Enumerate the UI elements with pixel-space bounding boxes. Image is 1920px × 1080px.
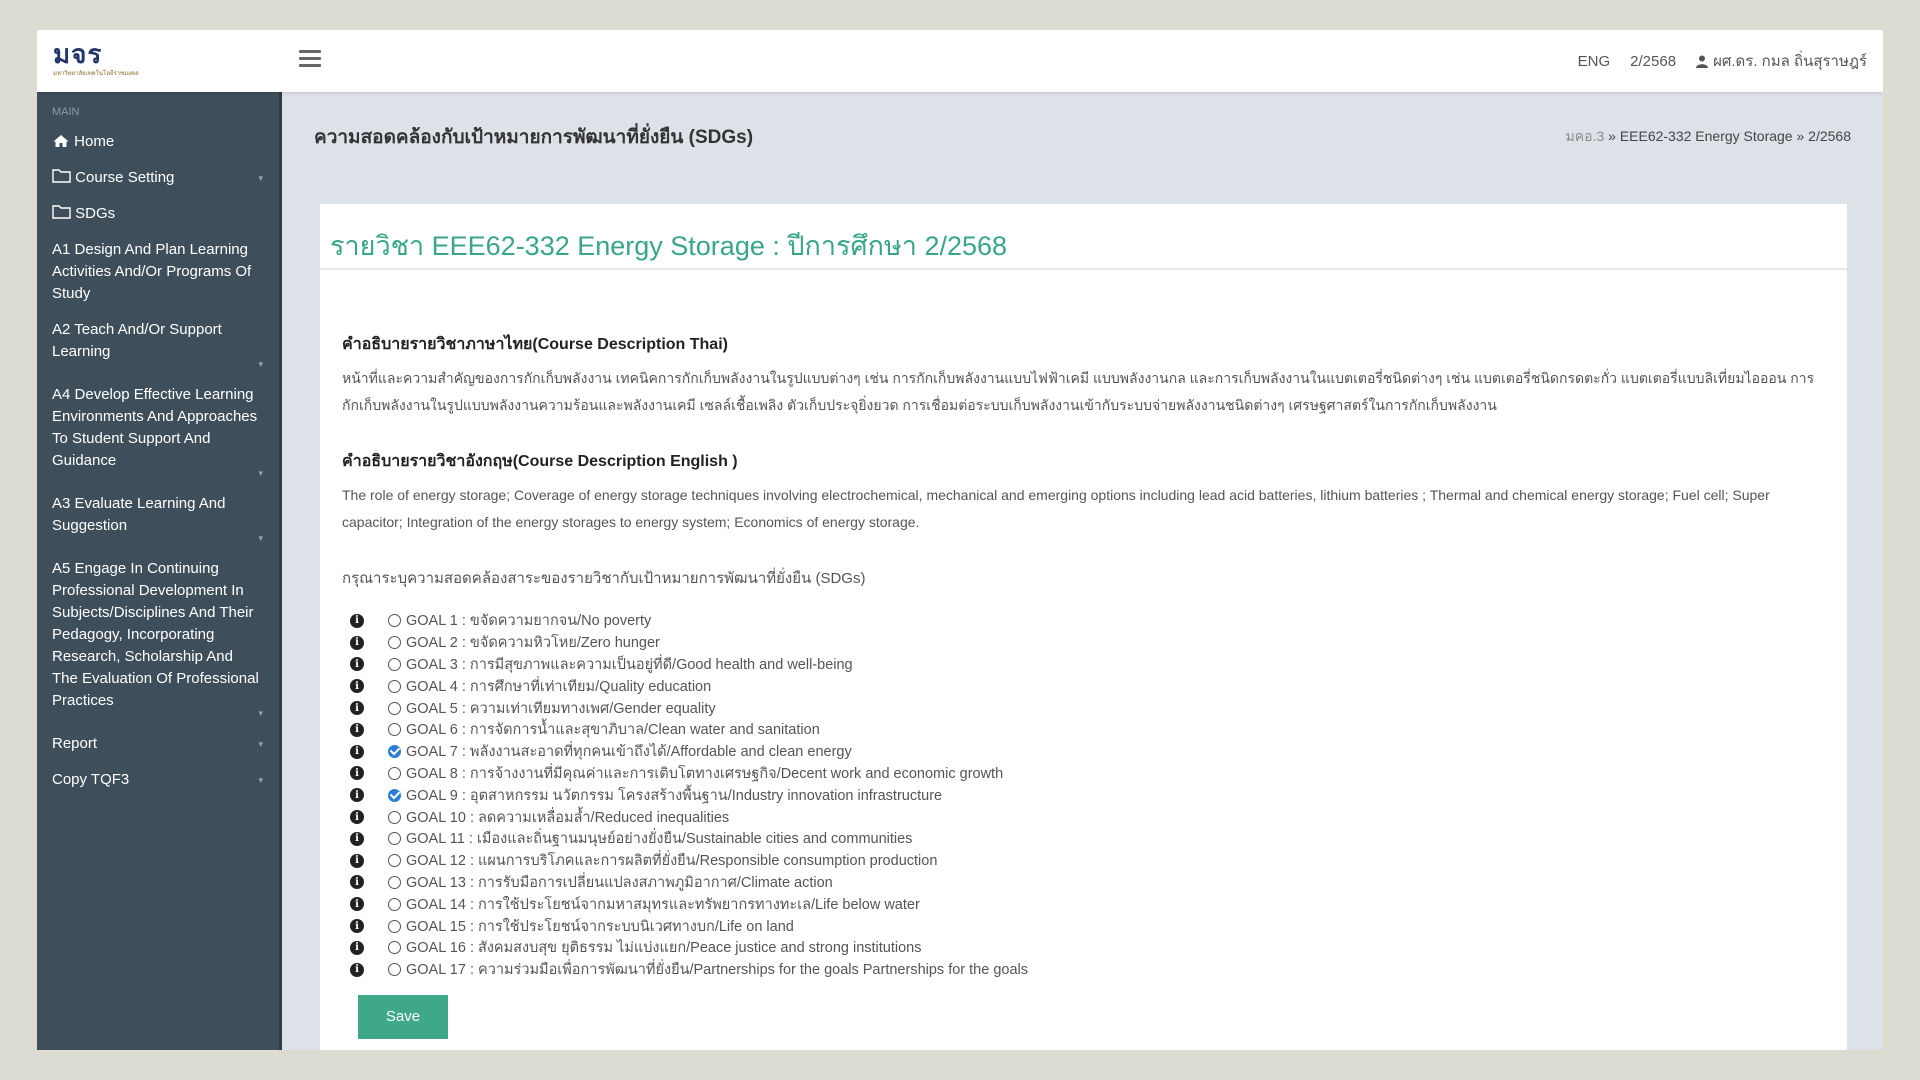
- user-menu[interactable]: [1696, 49, 1867, 73]
- top-bar: [37, 30, 1883, 92]
- info-icon[interactable]: i: [350, 963, 364, 977]
- thai-description-text: หน้าที่และความสำคัญของการกักเก็บพลังงาน เทคนิคการกักเก็บพลังงานในรูปแบบต่างๆ เช่น การกักเก็บพลังงานแบบไฟฟ้าเคมี แบบพลังงานกล และการเก็บพลังงานในแบตเตอรี่ชนิดต่างๆ เช่น แบตเตอรี่ชนิดกรดตะกั่ว แบตเตอรี่แบบลิเที่ยมไอออน การกักเก็บพลังงานในรูปแบบพลังงานความร้อนและพลังงานเคมี เซลล์เชื้อเพลิง ตัวเก็บประจุยิ่งยวด การเชื่อมต่อระบบเก็บพลังงานเข้ากับระบบจ่ายพลังงานชนิดต่างๆ เศรษฐศาสตร์ในการกักเก็บพลังงาน: [342, 370, 1815, 413]
- user-icon: [1696, 55, 1708, 68]
- sdg-goal-checkbox[interactable]: [388, 614, 401, 627]
- app-window: [37, 30, 1883, 1050]
- sdg-goal-label: GOAL 16 : สังคมสงบสุข ยุติธรรม ไม่แบ่งแยก/Peace justice and strong institutions: [406, 940, 922, 957]
- info-icon[interactable]: i: [350, 766, 364, 780]
- sdg-goal-label: GOAL 1 : ขจัดความยากจน/No poverty: [406, 613, 652, 630]
- thai-description-heading: คำอธิบายรายวิชาภาษาไทย(Course Description Thai): [342, 336, 728, 353]
- sidebar-item-a5[interactable]: [37, 551, 279, 726]
- sdg-goal-label: GOAL 15 : การใช้ประโยชน์จากระบบนิเวศทางบก/Life on land: [406, 918, 794, 935]
- sdg-goal-label: GOAL 12 : แผนการบริโภคและการผลิตที่ยั่งยืน/Responsible consumption production: [406, 853, 938, 870]
- sidebar-item-a4[interactable]: [37, 377, 279, 486]
- info-icon[interactable]: i: [350, 723, 364, 737]
- info-icon[interactable]: i: [350, 657, 364, 671]
- sdg-goal-row: [350, 937, 1825, 959]
- sdg-goal-checkbox[interactable]: [388, 789, 401, 802]
- chevron-down-icon: ▾: [258, 739, 263, 749]
- sdg-goal-label: GOAL 9 : อุตสาหกรรม นวัตกรรม โครงสร้างพื้นฐาน/Industry innovation infrastructure: [406, 787, 943, 804]
- breadcrumb-item[interactable]: มคอ.3: [1565, 128, 1605, 144]
- info-icon[interactable]: i: [350, 919, 364, 933]
- info-icon[interactable]: i: [350, 832, 364, 846]
- sdg-goal-label: GOAL 10 : ลดความเหลื่อมล้ำ/Reduced inequalities: [406, 809, 730, 826]
- english-description-heading: คำอธิบายรายวิชาอังกฤษ(Course Description English ): [342, 453, 738, 470]
- panel-body: [320, 270, 1847, 1039]
- sdg-goal-label: GOAL 11 : เมืองและถิ่นฐานมนุษย์อย่างยั่งยืน/Sustainable cities and communities: [406, 831, 913, 848]
- sidebar-item-home[interactable]: [37, 124, 279, 160]
- sdg-goal-row: [350, 763, 1825, 785]
- info-icon[interactable]: i: [350, 701, 364, 715]
- sdg-goal-label: GOAL 2 : ขจัดความหิวโหย/Zero hunger: [406, 635, 660, 652]
- chevron-down-icon: ▾: [258, 708, 263, 718]
- breadcrumb: [1566, 126, 1851, 148]
- info-icon[interactable]: i: [350, 788, 364, 802]
- university-logo[interactable]: [53, 40, 139, 82]
- page-title: ความสอดคล้องกับเป้าหมายการพัฒนาที่ยั่งยืน (SDGs): [314, 127, 754, 148]
- info-icon[interactable]: i: [350, 897, 364, 911]
- sidebar-item-label: SDGs: [75, 205, 116, 222]
- sdg-goal-checkbox[interactable]: [388, 680, 401, 693]
- main-content: [282, 92, 1883, 1050]
- sidebar-item-label: Report: [52, 735, 98, 752]
- sidebar-item-label: A2 Teach And/Or Support Learning: [52, 321, 222, 360]
- sdg-goal-label: GOAL 8 : การจ้างงานที่มีคุณค่าและการเติบโตทางเศรษฐกิจ/Decent work and economic growth: [406, 765, 1004, 782]
- sdg-goal-label: GOAL 13 : การรับมือการเปลี่ยนแปลงสภาพภูมิอากาศ/Climate action: [406, 874, 833, 891]
- course-panel: [320, 204, 1847, 1050]
- folder-icon: [52, 205, 71, 219]
- home-icon: [52, 135, 70, 147]
- sdg-goal-row: [350, 915, 1825, 937]
- sdg-goal-row: [350, 806, 1825, 828]
- chevron-down-icon: ▾: [258, 533, 263, 543]
- sdg-goal-row: [350, 872, 1825, 894]
- sidebar-section-label: MAIN: [52, 106, 80, 118]
- chevron-down-icon: ▾: [258, 468, 263, 478]
- sdg-goal-row: [350, 632, 1825, 654]
- sdg-goal-label: GOAL 7 : พลังงานสะอาดที่ทุกคนเข้าถึงได้/Affordable and clean energy: [406, 744, 852, 761]
- sdg-goal-row: [350, 741, 1825, 763]
- sdg-goal-label: GOAL 14 : การใช้ประโยชน์จากมหาสมุทรและทรัพยากรทางทะเล/Life below water: [406, 896, 920, 913]
- info-icon[interactable]: i: [350, 810, 364, 824]
- sidebar-item-a1[interactable]: [37, 232, 279, 312]
- breadcrumb-separator: »: [1608, 128, 1616, 144]
- sidebar-item-a2[interactable]: [37, 312, 279, 377]
- breadcrumb-item: 2/2568: [1808, 128, 1851, 144]
- english-description-text: The role of energy storage; Coverage of energy storage techniques involving electrochemical, mechanical and emerging options including lead acid batteries, lithium batteries ; Thermal and chemical energy storage; Fuel cell; Super capacitor; Integration of the energy storages to energy system; Economics of energy storage.: [342, 487, 1770, 530]
- info-icon[interactable]: i: [350, 636, 364, 650]
- sdg-goal-checkbox[interactable]: [388, 723, 401, 736]
- user-name: ผศ.ดร. กมล ถิ่นสุราษฎร์: [1713, 53, 1867, 70]
- sidebar-item-sdgs[interactable]: [37, 196, 279, 232]
- sidebar-item-copy-tqf3[interactable]: [37, 762, 279, 798]
- sdg-goal-row: [350, 959, 1825, 981]
- sidebar-item-label: A3 Evaluate Learning And Suggestion: [52, 495, 226, 534]
- info-icon[interactable]: i: [350, 875, 364, 889]
- sdg-goal-label: GOAL 6 : การจัดการน้ำและสุขาภิบาล/Clean water and sanitation: [406, 722, 820, 739]
- sidebar-item-label: A4 Develop Effective Learning Environments And Approaches To Student Support And Guidance: [52, 386, 258, 469]
- sdg-goal-row: [350, 675, 1825, 697]
- sdg-goal-row: [350, 893, 1825, 915]
- sdg-goal-checkbox[interactable]: [388, 832, 401, 845]
- sdg-goal-list: [350, 610, 1825, 981]
- sdg-goal-checkbox[interactable]: [388, 702, 401, 715]
- sidebar-item-course-setting[interactable]: [37, 160, 279, 196]
- sidebar-item-label: A1 Design And Plan Learning Activities And/Or Programs Of Study: [52, 241, 252, 302]
- breadcrumb-separator: »: [1796, 128, 1805, 144]
- logo-mark: มจร: [53, 40, 103, 70]
- sdg-goal-checkbox[interactable]: [388, 920, 401, 933]
- sdg-goal-row: [350, 697, 1825, 719]
- sdg-goal-row: [350, 850, 1825, 872]
- breadcrumb-item[interactable]: EEE62-332 Energy Storage: [1619, 128, 1793, 144]
- sdg-goal-checkbox[interactable]: [388, 963, 401, 976]
- sidebar-item-a3[interactable]: [37, 486, 279, 551]
- sdg-goal-label: GOAL 3 : การมีสุขภาพและความเป็นอยู่ที่ดี/Good health and well-being: [406, 657, 853, 673]
- save-button[interactable]: Save: [358, 995, 448, 1039]
- info-icon[interactable]: i: [350, 679, 364, 693]
- sdg-goal-label: GOAL 17 : ความร่วมมือเพื่อการพัฒนาที่ยั่งยืน/Partnerships for the goals Partnerships for the goals: [406, 962, 1028, 979]
- sdg-goal-row: [350, 828, 1825, 850]
- sdg-goal-row: [350, 654, 1825, 676]
- sdg-goal-checkbox[interactable]: [388, 854, 401, 867]
- sidebar: [37, 92, 282, 1050]
- hamburger-menu-icon[interactable]: [299, 50, 321, 70]
- top-right-controls: [1578, 30, 1867, 92]
- logo-subtext: มหาวิทยาลัยเทคโนโลยีราชมงคล: [53, 71, 139, 77]
- sdg-goal-checkbox[interactable]: [388, 767, 401, 780]
- folder-icon: [52, 169, 71, 183]
- sdg-goal-checkbox[interactable]: [388, 745, 401, 758]
- sdg-goal-checkbox[interactable]: [388, 941, 401, 954]
- sdg-goal-row: [350, 610, 1825, 632]
- info-icon[interactable]: i: [350, 941, 364, 955]
- term-indicator[interactable]: 2/2568: [1630, 52, 1677, 70]
- sdg-goal-checkbox[interactable]: [388, 636, 401, 649]
- info-icon[interactable]: i: [350, 854, 364, 868]
- chevron-down-icon: ▾: [258, 775, 263, 785]
- sdg-goal-checkbox[interactable]: [388, 658, 401, 671]
- info-icon[interactable]: i: [350, 614, 364, 628]
- sidebar-item-label: Home: [74, 133, 115, 150]
- sdg-goal-checkbox[interactable]: [388, 811, 401, 824]
- sdg-instruction: กรุณาระบุความสอดคล้องสาระของรายวิชากับเป้าหมายการพัฒนาที่ยั่งยืน (SDGs): [342, 570, 866, 587]
- sdg-goal-row: [350, 719, 1825, 741]
- sdg-goal-row: [350, 784, 1825, 806]
- sidebar-item-label: A5 Engage In Continuing Professional Development In Subjects/Disciplines And Their Pedagogy, Incorporating Research, Scholarship And The Evaluation Of Professional Practices: [52, 560, 259, 709]
- sidebar-item-label: Course Setting: [75, 169, 175, 186]
- chevron-down-icon: ▾: [258, 359, 263, 369]
- sdg-goal-checkbox[interactable]: [388, 898, 401, 911]
- sdg-goal-checkbox[interactable]: [388, 876, 401, 889]
- sidebar-item-label: Copy TQF3: [52, 771, 130, 788]
- info-icon[interactable]: i: [350, 745, 364, 759]
- panel-header: [320, 204, 1847, 270]
- course-title: รายวิชา EEE62-332 Energy Storage : ปีการศึกษา 2/2568: [330, 231, 1008, 261]
- sidebar-item-report[interactable]: [37, 726, 279, 762]
- sdg-goal-label: GOAL 5 : ความเท่าเทียมทางเพศ/Gender equality: [406, 700, 716, 717]
- chevron-down-icon: ▾: [258, 173, 263, 183]
- language-switch[interactable]: ENG: [1577, 52, 1611, 70]
- sdg-goal-label: GOAL 4 : การศึกษาที่เท่าเทียม/Quality education: [406, 678, 712, 695]
